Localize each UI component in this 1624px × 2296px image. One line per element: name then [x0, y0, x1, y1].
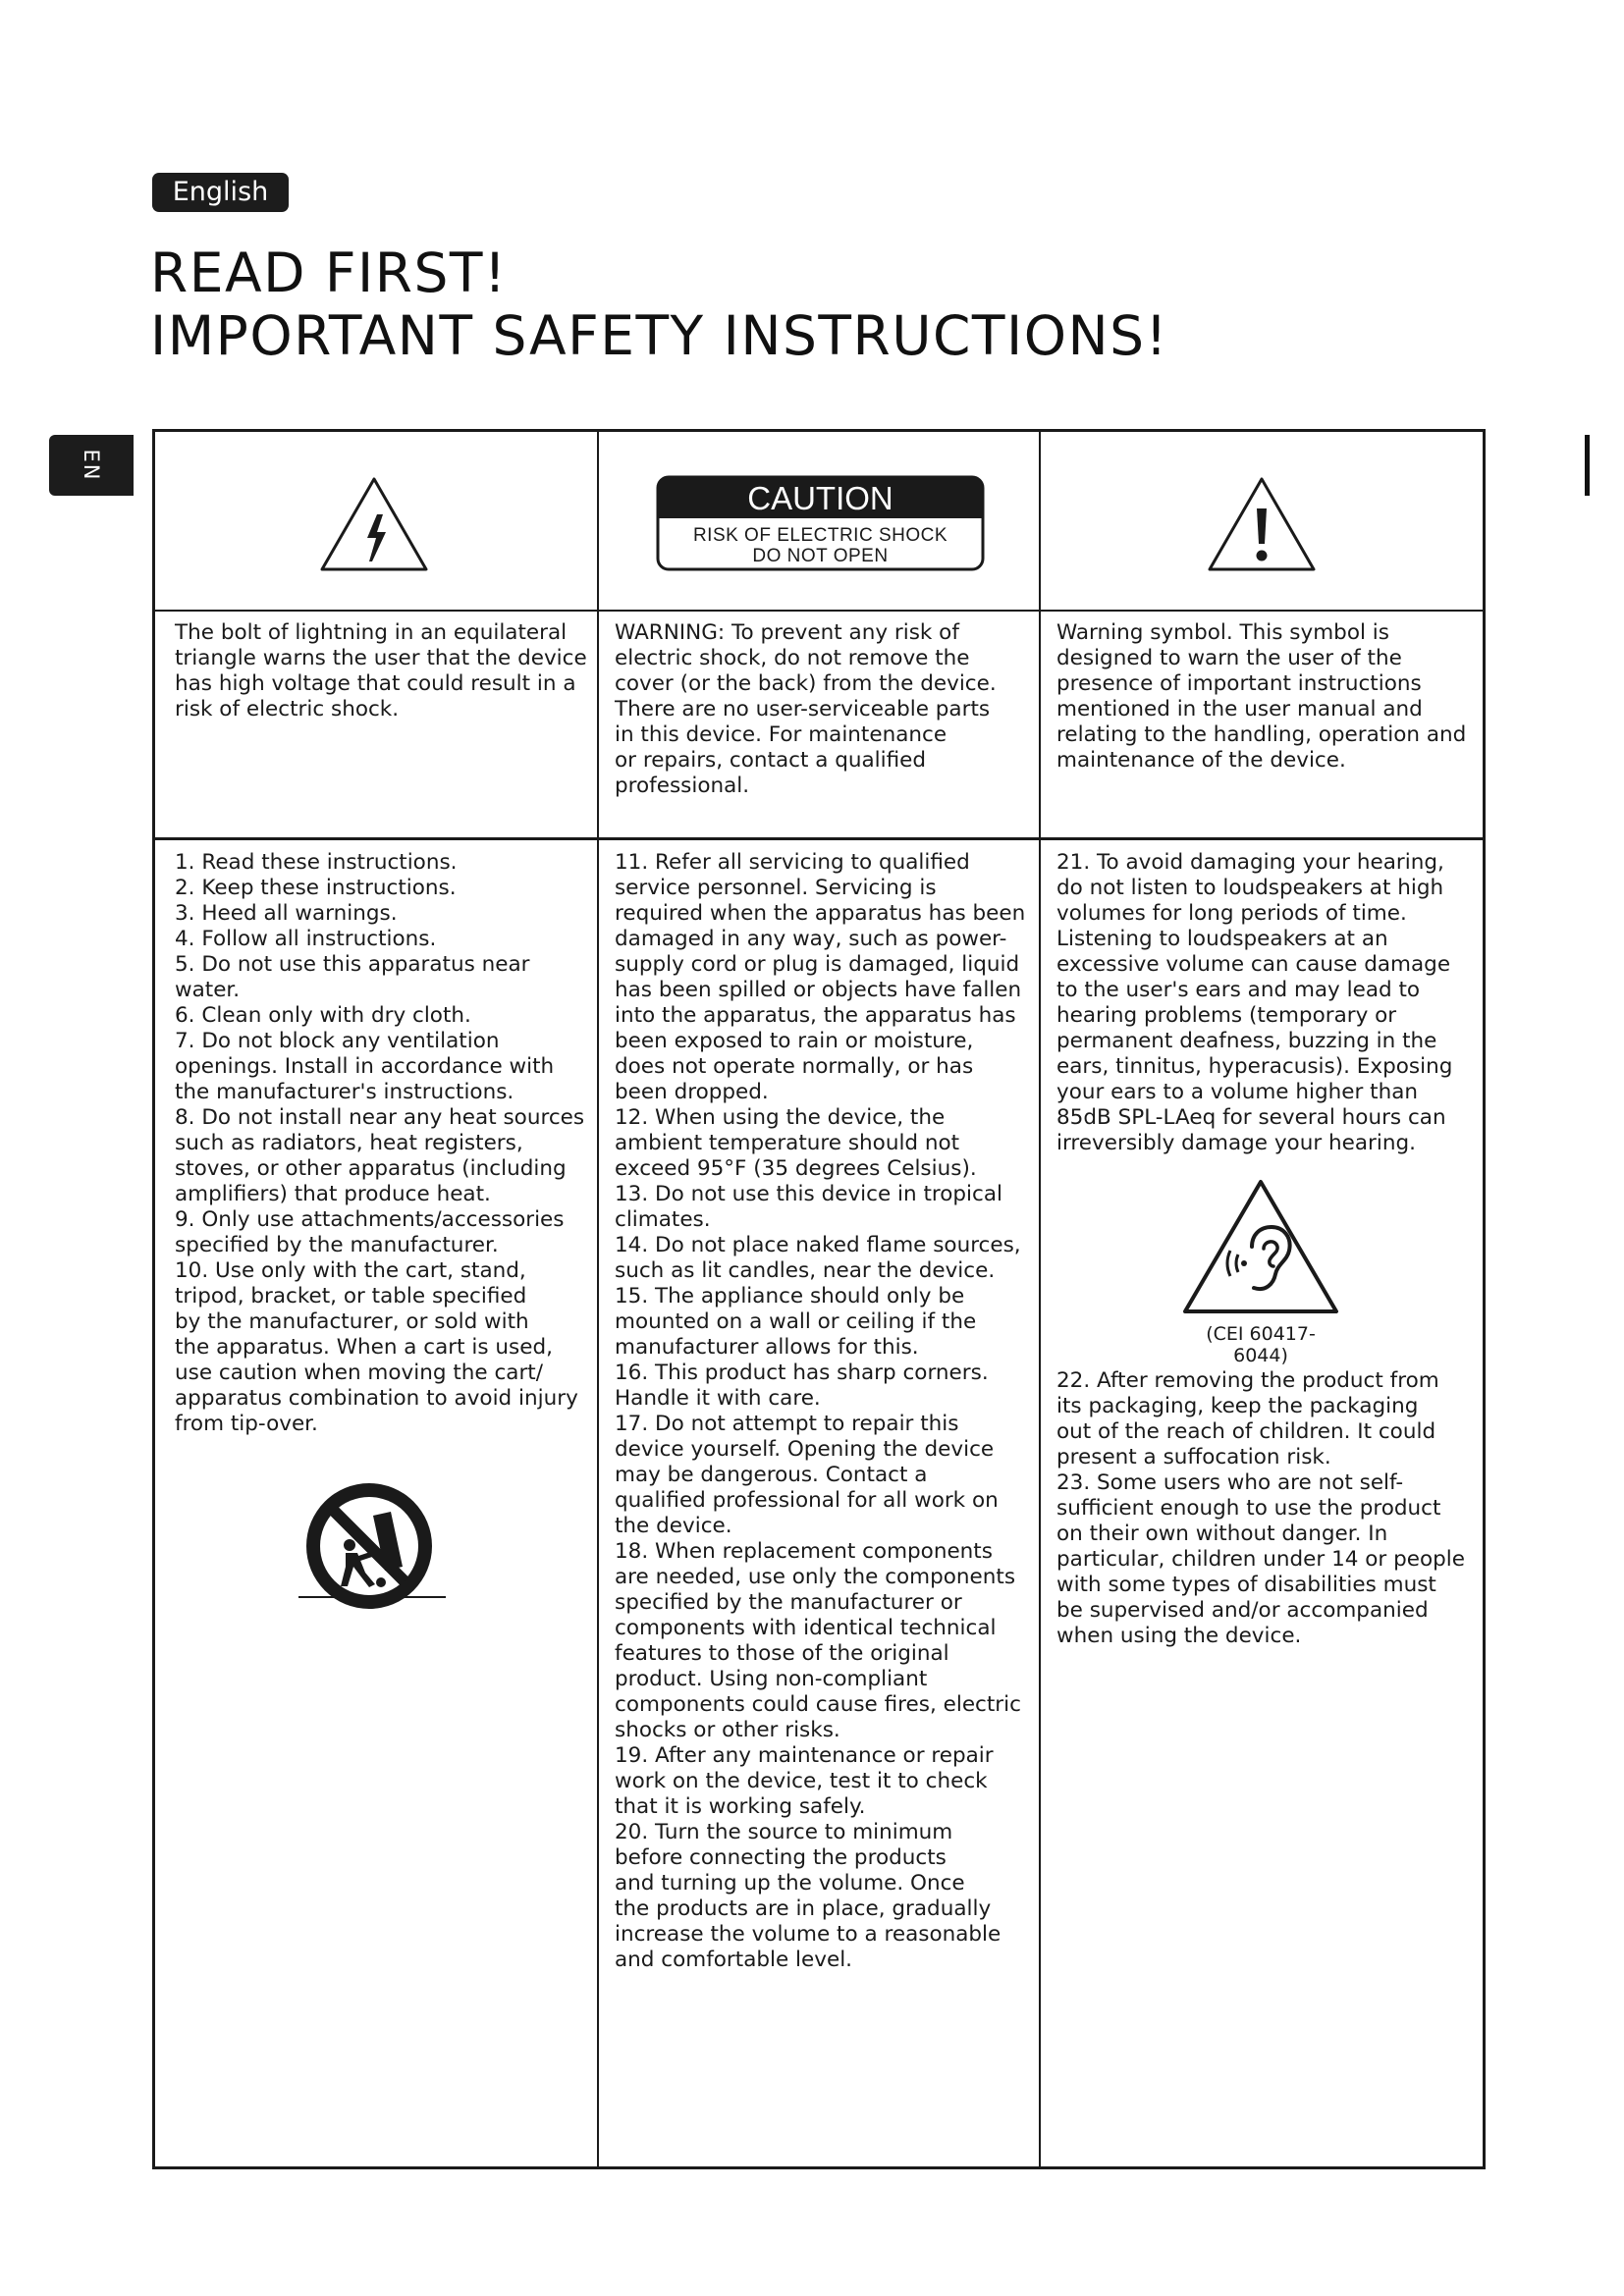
- language-side-tab: [49, 435, 134, 496]
- lightning-description: The bolt of lightning in an equilateral triangle warns the user that the device has high voltage that could result in a risk of electric shock.: [175, 620, 587, 721]
- hearing-icon-caption: (CEI 60417-6044): [1206, 1323, 1316, 1366]
- instructions-column-3-bottom: 22. After removing the product from its packaging, keep the packaging out of the reach of children. It could present a suffocation risk. 23. Some users who are not self- sufficient enough to use the product on their own without danger. In particular, children under 14 or people with some types of disabilities must be supervised and/or accompanied when using the device.: [1056, 1368, 1465, 1648]
- caution-line-2: DO NOT OPEN: [752, 546, 889, 566]
- column-divider: [1039, 432, 1041, 2166]
- caution-line-1: RISK OF ELECTRIC SHOCK: [692, 525, 948, 546]
- language-badge: English: [152, 173, 289, 212]
- page-edge-marker: [1585, 435, 1590, 496]
- safety-table: [152, 429, 1486, 2169]
- instructions-column-2: 11. Refer all servicing to qualified service personnel. Servicing is required when the apparatus has been damaged in any way, such as power- supply cord or plug is damaged, liquid has been spilled or objects have fallen into the apparatus, the apparatus has been exposed to rain or moisture, does not operate normally, or has been dropped. 12. When using the device, the ambient temperature should not exceed 95°F (35 degrees Celsius). 13. Do not use this device in tropical climates. 14. Do not place naked flame sources, such as lit candles, near the device. 15. The appliance should only be mounted on a wall or ceiling if the manufacturer allows for this. 16. This product has sharp corners. Handle it with care. 17. Do not attempt to repair this device yourself. Opening the device may be dangerous. Contact a qualified professional for all work on the device. 18. When replacement components are needed, use only the components specified by the manufacturer or components with identical technical features to those of the original product. Using non-compliant components could cause fires, electric shocks or other risks. 19. After any maintenance or repair work on the device, test it to check that it is working safely. 20. Turn the source to minimum before connecting the products and turning up the volume. Once the products are in place, gradually increase the volume to a reasonable and comfortable level.: [615, 850, 1026, 1972]
- caution-sign-icon: [656, 475, 985, 571]
- page-title: [150, 241, 1168, 367]
- title-line-1: READ FIRST!: [150, 241, 508, 304]
- warning-symbol-description: Warning symbol. This symbol is designed to warn the user of the presence of important instructions mentioned in the user manual and relating to the handling, operation and maintenance of the device.: [1056, 620, 1467, 773]
- exclamation-warning-icon: [1206, 475, 1318, 573]
- lightning-warning-icon: [318, 475, 430, 573]
- caution-heading: CAUTION: [747, 480, 893, 516]
- title-line-2: IMPORTANT SAFETY INSTRUCTIONS!: [150, 304, 1169, 367]
- row-divider: [155, 610, 1483, 612]
- instructions-column-3-top: 21. To avoid damaging your hearing, do not listen to loudspeakers at high volumes for long periods of time. Listening to loudspeakers at an excessive volume can cause damage to the user's ears and may lead to hearing problems (temporary or permanent deafness, buzzing in the ears, tinnitus, hyperacusis). Exposing your ears to a volume higher than 85dB SPL-LAeq for several hours can irreversibly damage your hearing.: [1056, 850, 1453, 1155]
- hearing-warning-icon: [1181, 1178, 1340, 1315]
- instructions-column-1: 1. Read these instructions. 2. Keep these instructions. 3. Heed all warnings. 4. Follow all instructions. 5. Do not use this apparatus near water. 6. Clean only with dry cloth. 7. Do not block any ventilation openings. Install in accordance with the manufacturer's instructions. 8. Do not install near any heat sources such as radiators, heat registers, stoves, or other apparatus (including amplifiers) that produce heat. 9. Only use attachments/accessories specified by the manufacturer. 10. Use only with the cart, stand, tripod, bracket, or table specified by the manufacturer, or sold with the apparatus. When a cart is used, use caution when moving the cart/ apparatus combination to avoid injury from tip-over.: [175, 850, 585, 1436]
- row-divider: [155, 837, 1483, 840]
- caution-description: WARNING: To prevent any risk of electric shock, do not remove the cover (or the back) from the device. There are no user-serviceable parts in this device. For maintenance or repairs, contact a qualified professional.: [615, 620, 997, 798]
- cart-tipover-icon: [289, 1476, 456, 1624]
- side-tab-label: EN: [80, 449, 103, 482]
- column-divider: [597, 432, 599, 2166]
